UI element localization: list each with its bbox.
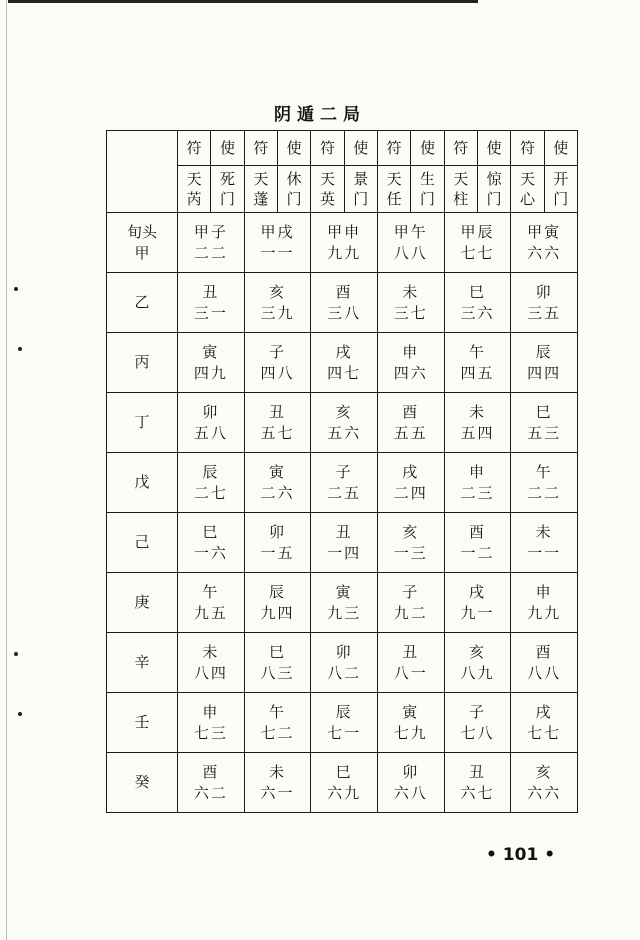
table-cell <box>444 273 511 333</box>
stem-cell <box>107 633 178 693</box>
branch-label: 卯 <box>335 643 353 662</box>
fu-star-char: 天 <box>186 169 202 188</box>
table-row <box>107 573 578 633</box>
table-cell <box>444 453 511 513</box>
fu-label: 符 <box>311 131 344 166</box>
branch-label: 辰 <box>202 463 220 482</box>
palace-numbers: 一六 <box>193 543 228 562</box>
palace-numbers: 五四 <box>460 423 495 442</box>
fu-label: 符 <box>511 131 544 166</box>
table-cell <box>444 633 511 693</box>
stem-label: 辛 <box>134 653 150 672</box>
shi-gate-cell <box>411 166 444 213</box>
branch-label: 酉 <box>335 283 353 302</box>
margin-dot <box>14 287 18 291</box>
branch-label: 午 <box>202 583 220 602</box>
shi-label: 使 <box>344 131 377 166</box>
branch-label: 寅 <box>402 703 420 722</box>
shi-gate-cell <box>277 166 310 213</box>
palace-numbers: 一一 <box>260 243 295 262</box>
shi-gate-char: 门 <box>286 190 302 208</box>
stem-cell <box>107 393 178 453</box>
branch-label: 亥 <box>402 523 420 542</box>
margin-dot <box>18 347 22 351</box>
stem-label: 旬头 <box>126 223 157 242</box>
fu-star-char: 英 <box>319 190 335 208</box>
palace-numbers: 一三 <box>393 543 428 562</box>
table-row <box>107 513 578 573</box>
stem-cell <box>107 573 178 633</box>
palace-numbers: 六九 <box>327 783 362 802</box>
branch-label: 卯 <box>402 763 420 782</box>
palace-numbers: 七二 <box>260 723 295 742</box>
palace-numbers: 六七 <box>460 783 495 802</box>
palace-numbers: 八九 <box>460 663 495 682</box>
branch-label: 子 <box>468 703 486 722</box>
table-cell <box>311 213 378 273</box>
table-cell <box>511 393 578 453</box>
fu-label: 符 <box>178 131 211 166</box>
palace-numbers: 九九 <box>527 603 562 622</box>
branch-label: 亥 <box>268 283 286 302</box>
stem-cell <box>107 693 178 753</box>
shi-label: 使 <box>477 131 510 166</box>
branch-label: 卯 <box>535 283 553 302</box>
shi-label: 使 <box>411 131 444 166</box>
shi-gate-char: 门 <box>486 190 502 208</box>
palace-numbers: 七一 <box>327 723 362 742</box>
table-cell <box>244 273 311 333</box>
table-cell <box>377 453 444 513</box>
stem-cell <box>107 213 178 273</box>
palace-numbers: 四四 <box>527 363 562 382</box>
fu-star-cell <box>178 166 211 213</box>
palace-numbers: 三八 <box>327 303 362 322</box>
fu-star-char: 任 <box>386 190 402 208</box>
palace-numbers: 一二 <box>460 543 495 562</box>
fu-star-char: 天 <box>453 169 469 188</box>
palace-numbers: 一一 <box>527 543 562 562</box>
stem-label: 癸 <box>134 773 150 792</box>
shi-gate-cell <box>211 166 244 213</box>
table-cell <box>244 753 311 813</box>
branch-label: 巳 <box>202 523 220 542</box>
palace-numbers: 五三 <box>527 423 562 442</box>
branch-label: 甲辰 <box>460 223 495 242</box>
branch-label: 午 <box>268 703 286 722</box>
palace-numbers: 六一 <box>260 783 295 802</box>
branch-label: 未 <box>468 403 486 422</box>
table-cell <box>444 513 511 573</box>
branch-label: 辰 <box>535 343 553 362</box>
shi-gate-char: 惊 <box>486 169 502 188</box>
stem-label: 丁 <box>134 413 150 432</box>
palace-numbers: 五五 <box>393 423 428 442</box>
branch-label: 丑 <box>202 283 220 302</box>
page-edge <box>6 0 7 940</box>
stem-label: 乙 <box>134 293 150 312</box>
branch-label: 戌 <box>468 583 486 602</box>
table-cell <box>377 213 444 273</box>
stem-label: 庚 <box>134 593 150 612</box>
branch-label: 戌 <box>402 463 420 482</box>
palace-numbers: 一四 <box>327 543 362 562</box>
branch-label: 子 <box>335 463 353 482</box>
corner-cell <box>107 131 178 213</box>
branch-label: 卯 <box>268 523 286 542</box>
fu-star-char: 天 <box>319 169 335 188</box>
shi-gate-char: 景 <box>353 169 369 188</box>
table-row <box>107 213 578 273</box>
palace-numbers: 七七 <box>527 723 562 742</box>
shi-label: 使 <box>211 131 244 166</box>
qimen-table <box>106 130 578 813</box>
palace-numbers: 九二 <box>393 603 428 622</box>
table-cell <box>444 213 511 273</box>
branch-label: 酉 <box>402 403 420 422</box>
palace-numbers: 八二 <box>327 663 362 682</box>
stem-cell <box>107 513 178 573</box>
palace-numbers: 七七 <box>460 243 495 262</box>
shi-gate-char: 门 <box>353 190 369 208</box>
table-cell <box>377 393 444 453</box>
branch-label: 甲寅 <box>527 223 562 242</box>
palace-numbers: 二四 <box>393 483 428 502</box>
palace-numbers: 六八 <box>393 783 428 802</box>
table-cell <box>244 633 311 693</box>
branch-label: 巳 <box>268 643 286 662</box>
table-cell <box>511 213 578 273</box>
table-cell <box>511 633 578 693</box>
table-cell <box>311 273 378 333</box>
stem-label: 己 <box>134 533 150 552</box>
fu-star-cell <box>244 166 277 213</box>
branch-label: 辰 <box>335 703 353 722</box>
branch-label: 寅 <box>202 343 220 362</box>
branch-label: 亥 <box>468 643 486 662</box>
branch-label: 甲午 <box>393 223 428 242</box>
page-number: • 101 • <box>486 845 556 865</box>
branch-label: 未 <box>268 763 286 782</box>
fu-star-char: 心 <box>519 190 535 208</box>
table-cell <box>178 333 245 393</box>
palace-numbers: 一五 <box>260 543 295 562</box>
fu-star-char: 柱 <box>453 190 469 208</box>
palace-numbers: 七九 <box>393 723 428 742</box>
stem-cell <box>107 453 178 513</box>
palace-numbers: 五七 <box>260 423 295 442</box>
branch-label: 酉 <box>202 763 220 782</box>
table-cell <box>311 333 378 393</box>
stem-cell <box>107 333 178 393</box>
margin-dot <box>18 712 22 716</box>
palace-numbers: 六二 <box>193 783 228 802</box>
fu-label: 符 <box>244 131 277 166</box>
shi-gate-char: 门 <box>419 190 435 208</box>
table-cell <box>244 213 311 273</box>
branch-label: 巳 <box>468 283 486 302</box>
fu-star-cell <box>311 166 344 213</box>
palace-numbers: 三七 <box>393 303 428 322</box>
table-cell <box>511 573 578 633</box>
branch-label: 亥 <box>335 403 353 422</box>
table-cell <box>244 393 311 453</box>
table-cell <box>311 573 378 633</box>
palace-numbers: 六六 <box>527 243 562 262</box>
palace-numbers: 三五 <box>527 303 562 322</box>
table-cell <box>377 753 444 813</box>
table-cell <box>511 513 578 573</box>
shi-gate-char: 死 <box>219 169 235 188</box>
palace-numbers: 九三 <box>327 603 362 622</box>
table-cell <box>377 333 444 393</box>
table-row <box>107 333 578 393</box>
fu-star-cell <box>377 166 410 213</box>
branch-label: 辰 <box>268 583 286 602</box>
table-cell <box>444 753 511 813</box>
header-row-labels <box>107 131 578 166</box>
shi-gate-char: 开 <box>553 169 569 188</box>
table-cell <box>311 513 378 573</box>
table-cell <box>311 393 378 453</box>
branch-label: 午 <box>535 463 553 482</box>
palace-numbers: 四六 <box>393 363 428 382</box>
palace-numbers: 八一 <box>393 663 428 682</box>
table-cell <box>244 333 311 393</box>
fu-star-char: 芮 <box>186 190 202 208</box>
branch-label: 巳 <box>335 763 353 782</box>
table-cell <box>311 693 378 753</box>
table-row <box>107 393 578 453</box>
palace-numbers: 五六 <box>327 423 362 442</box>
branch-label: 戌 <box>535 703 553 722</box>
table-cell <box>311 633 378 693</box>
palace-numbers: 二六 <box>260 483 295 502</box>
stem-label: 戊 <box>134 473 150 492</box>
branch-label: 未 <box>402 283 420 302</box>
stem-cell <box>107 273 178 333</box>
palace-numbers: 七八 <box>460 723 495 742</box>
shi-label: 使 <box>544 131 577 166</box>
branch-label: 酉 <box>468 523 486 542</box>
table-cell <box>178 453 245 513</box>
branch-label: 甲戌 <box>260 223 295 242</box>
branch-label: 亥 <box>535 763 553 782</box>
branch-label: 丑 <box>335 523 353 542</box>
table-cell <box>444 573 511 633</box>
branch-label: 丑 <box>468 763 486 782</box>
palace-numbers: 七三 <box>193 723 228 742</box>
branch-label: 寅 <box>268 463 286 482</box>
table-cell <box>377 273 444 333</box>
shi-gate-char: 休 <box>286 169 302 188</box>
branch-label: 卯 <box>202 403 220 422</box>
table-cell <box>511 453 578 513</box>
branch-label: 巳 <box>535 403 553 422</box>
table-cell <box>377 513 444 573</box>
palace-numbers: 八三 <box>260 663 295 682</box>
branch-label: 未 <box>535 523 553 542</box>
palace-numbers: 八四 <box>193 663 228 682</box>
branch-label: 未 <box>202 643 220 662</box>
branch-label: 丑 <box>268 403 286 422</box>
palace-numbers: 二七 <box>193 483 228 502</box>
table-cell <box>377 633 444 693</box>
branch-label: 申 <box>468 463 486 482</box>
branch-label: 寅 <box>335 583 353 602</box>
branch-label: 戌 <box>335 343 353 362</box>
shi-gate-cell <box>544 166 577 213</box>
table-cell <box>178 513 245 573</box>
fu-star-char: 天 <box>386 169 402 188</box>
branch-label: 申 <box>535 583 553 602</box>
table-cell <box>244 513 311 573</box>
branch-label: 子 <box>268 343 286 362</box>
palace-numbers: 九一 <box>460 603 495 622</box>
table-cell <box>244 693 311 753</box>
palace-numbers: 二三 <box>460 483 495 502</box>
table-cell <box>444 393 511 453</box>
table-row <box>107 273 578 333</box>
shi-gate-char: 门 <box>219 190 235 208</box>
palace-numbers: 二二 <box>527 483 562 502</box>
margin-dot <box>14 652 18 656</box>
page-title: 阴遁二局 <box>274 105 366 125</box>
palace-numbers: 二二 <box>193 243 228 262</box>
table-cell <box>178 273 245 333</box>
palace-numbers: 八八 <box>393 243 428 262</box>
palace-numbers: 八八 <box>527 663 562 682</box>
table-cell <box>178 213 245 273</box>
palace-numbers: 四八 <box>260 363 295 382</box>
palace-numbers: 九四 <box>260 603 295 622</box>
table-row <box>107 633 578 693</box>
table-cell <box>444 333 511 393</box>
table-cell <box>311 753 378 813</box>
table-cell <box>178 393 245 453</box>
shi-gate-char: 门 <box>553 190 569 208</box>
palace-numbers: 九九 <box>327 243 362 262</box>
palace-numbers: 九五 <box>193 603 228 622</box>
branch-label: 甲申 <box>327 223 362 242</box>
shi-label: 使 <box>277 131 310 166</box>
palace-numbers: 四七 <box>327 363 362 382</box>
table-cell <box>377 573 444 633</box>
palace-numbers: 三九 <box>260 303 295 322</box>
branch-label: 申 <box>402 343 420 362</box>
branch-label: 甲子 <box>193 223 228 242</box>
stem-label: 壬 <box>134 713 150 732</box>
branch-label: 子 <box>402 583 420 602</box>
shi-gate-cell <box>344 166 377 213</box>
stem-label: 甲 <box>134 243 150 262</box>
fu-star-cell <box>444 166 477 213</box>
branch-label: 午 <box>468 343 486 362</box>
palace-numbers: 五八 <box>193 423 228 442</box>
table-row <box>107 453 578 513</box>
branch-label: 酉 <box>535 643 553 662</box>
top-border-line <box>8 0 478 3</box>
shi-gate-char: 生 <box>419 169 435 188</box>
fu-star-char: 天 <box>253 169 269 188</box>
shi-gate-cell <box>477 166 510 213</box>
table-cell <box>244 573 311 633</box>
branch-label: 申 <box>202 703 220 722</box>
palace-numbers: 二五 <box>327 483 362 502</box>
palace-numbers: 三六 <box>460 303 495 322</box>
table-cell <box>178 693 245 753</box>
table-cell <box>511 333 578 393</box>
branch-label: 丑 <box>402 643 420 662</box>
fu-star-cell <box>511 166 544 213</box>
header-row-names <box>107 166 578 213</box>
table-row <box>107 753 578 813</box>
table-cell <box>178 633 245 693</box>
palace-numbers: 三一 <box>193 303 228 322</box>
palace-numbers: 六六 <box>527 783 562 802</box>
fu-label: 符 <box>377 131 410 166</box>
table-cell <box>377 693 444 753</box>
fu-star-char: 蓬 <box>253 190 269 208</box>
stem-label: 丙 <box>134 353 150 372</box>
palace-numbers: 四五 <box>460 363 495 382</box>
table-cell <box>178 573 245 633</box>
table-cell <box>511 273 578 333</box>
table-cell <box>444 693 511 753</box>
table-cell <box>244 453 311 513</box>
stem-cell <box>107 753 178 813</box>
table-cell <box>511 693 578 753</box>
table-cell <box>178 753 245 813</box>
fu-label: 符 <box>444 131 477 166</box>
palace-numbers: 四九 <box>193 363 228 382</box>
table-cell <box>311 453 378 513</box>
table-row <box>107 693 578 753</box>
fu-star-char: 天 <box>519 169 535 188</box>
table-cell <box>511 753 578 813</box>
